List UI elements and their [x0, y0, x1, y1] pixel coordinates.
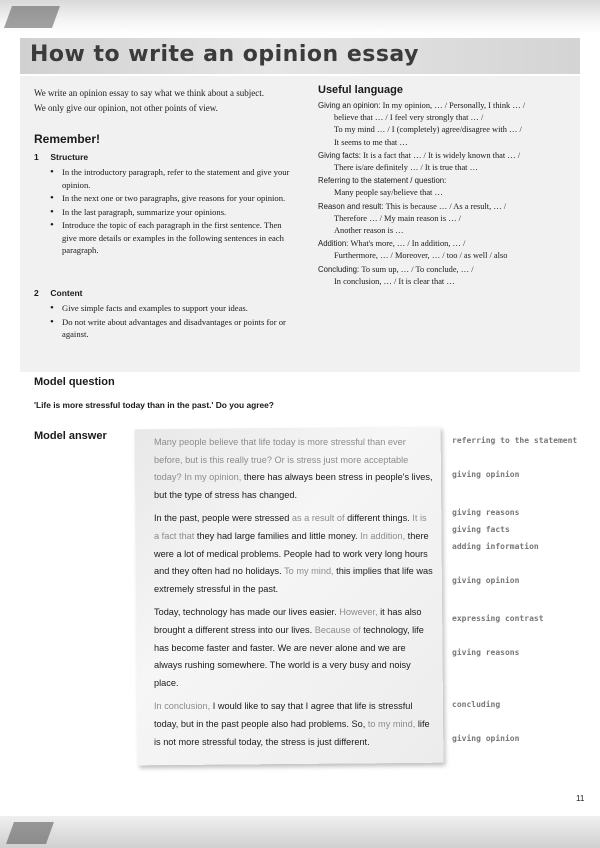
- list-item: • In the next one or two paragraphs, give reasons for your opinion.: [48, 192, 298, 205]
- answer-text: this implies that life was extremely stressful in the past.: [154, 566, 433, 594]
- linking-phrase: To my mind,: [284, 566, 334, 577]
- useful-language-item: [318, 175, 580, 199]
- model-question-text: 'Life is more stressful today than in the past.' Do you agree?: [34, 400, 274, 410]
- list-item: • In the introductory paragraph, refer to the statement and give your opinion.: [48, 166, 298, 191]
- answer-text: there were a lot of medical problems. People had to work very long hours and they often had no holidays.: [154, 530, 429, 577]
- useful-language-phrase: Another reason is …: [334, 226, 404, 236]
- margin-note: referring to the statement: [452, 436, 578, 445]
- list-item: • Introduce the topic of each paragraph in the first sentence. Then give more details or examples in the following sentences in each paragraph.: [48, 219, 298, 257]
- useful-language-label: Reason and result:: [318, 201, 386, 211]
- useful-language-heading: Useful language: [318, 84, 403, 96]
- section-number: 1: [34, 152, 39, 162]
- margin-note: giving reasons: [452, 508, 520, 517]
- linking-phrase: Many people believe that life today is more stressful than ever before, but is this really true? Or is stress just more acceptable today?: [154, 437, 409, 483]
- content-points: [48, 302, 298, 342]
- linking-phrase: In my opinion,: [184, 472, 242, 483]
- section-number: 2: [34, 288, 39, 298]
- useful-language-phrase: In my opinion, … / Personally, I think … /: [382, 101, 526, 110]
- margin-note: giving reasons: [452, 648, 520, 657]
- margin-note: adding information: [452, 542, 539, 551]
- section-title: Structure: [50, 152, 89, 162]
- answer-paragraph: [154, 434, 434, 504]
- answer-paragraph: [154, 510, 434, 598]
- model-answer-text: [154, 434, 434, 757]
- useful-language-list: [318, 100, 580, 289]
- scan-edge-top: [0, 0, 600, 34]
- answer-text: there has always been stress in people's lives, but the type of stress has changed.: [154, 472, 433, 500]
- useful-language-phrase: believe that … / I feel very strongly that … /: [334, 113, 484, 123]
- linking-phrase: However,: [339, 607, 378, 618]
- model-answer-heading: Model answer: [34, 430, 107, 442]
- model-question-heading: Model question: [34, 376, 115, 388]
- useful-language-phrase: Furthermore, … / Moreover, … / too / as well / also: [334, 251, 508, 261]
- answer-text: different things.: [344, 513, 413, 524]
- useful-language-label: Giving facts:: [318, 150, 364, 160]
- answer-text: Today, technology has made our lives easier.: [154, 607, 340, 618]
- margin-note: giving facts: [452, 525, 510, 534]
- section-content-heading: [34, 288, 82, 298]
- list-item: • Give simple facts and examples to support your ideas.: [48, 302, 298, 315]
- useful-language-phrase: Many people say/believe that …: [334, 188, 443, 198]
- useful-language-phrase: To sum up, … / To conclude, … /: [361, 264, 474, 274]
- page-title: How to write an opinion essay: [30, 42, 419, 67]
- remember-heading: Remember!: [34, 132, 101, 146]
- answer-paragraph: [154, 698, 434, 751]
- answer-text: In the past, people were stressed: [154, 513, 292, 524]
- answer-text: technology, life has become faster and faster. We are never alone and we are always rushing somewhere. The world is a very busy and noisy place.: [154, 624, 424, 688]
- intro-line: We write an opinion essay to say what we think about a subject.: [34, 88, 264, 98]
- useful-language-phrase: This is because … / As a result, … /: [385, 201, 507, 211]
- useful-language-label: Referring to the statement / question:: [318, 176, 447, 186]
- list-item: • In the last paragraph, summarize your opinions.: [48, 206, 298, 219]
- margin-note: giving opinion: [452, 576, 520, 585]
- useful-language-item: [318, 238, 580, 262]
- intro-line: We only give our opinion, not other points of view.: [34, 103, 218, 113]
- useful-language-item: [318, 264, 580, 288]
- answer-text: they had large families and little money.: [194, 530, 361, 541]
- linking-phrase: Because of: [314, 624, 361, 635]
- useful-language-phrase: There is/are definitely … / It is true that …: [334, 163, 478, 173]
- margin-note: giving opinion: [452, 734, 520, 743]
- useful-language-phrase: To my mind … / I (completely) agree/disagree with … /: [334, 125, 522, 135]
- answer-text: I would like to say that I agree that life is stressful today, but in the past people also had problems. So,: [154, 701, 413, 729]
- margin-note: concluding: [452, 700, 501, 709]
- useful-language-item: [318, 150, 580, 174]
- section-structure-heading: [34, 152, 88, 162]
- useful-language-item: [318, 201, 580, 238]
- linking-phrase: It is a fact that: [154, 513, 427, 541]
- answer-text: it has also brought a different stress into our lives.: [154, 607, 422, 635]
- linking-phrase: In conclusion,: [154, 701, 211, 712]
- margin-note: expressing contrast: [452, 614, 544, 623]
- scan-edge-bottom: [0, 816, 600, 848]
- useful-language-label: Concluding:: [318, 264, 362, 274]
- useful-language-phrase: In conclusion, … / It is clear that …: [334, 276, 455, 286]
- useful-language-label: Giving an opinion:: [318, 101, 383, 110]
- useful-language-phrase: It is a fact that … / It is widely known that … /: [363, 150, 521, 160]
- answer-text: life is not more stressful today, the stress is just different.: [154, 718, 430, 747]
- margin-note: giving opinion: [452, 470, 520, 479]
- useful-language-phrase: What's more, … / In addition, … /: [350, 239, 466, 249]
- structure-points: [48, 166, 298, 258]
- intro-text: [34, 86, 294, 116]
- linking-phrase: as a result of: [291, 513, 345, 524]
- useful-language-item: [318, 100, 580, 149]
- useful-language-label: Addition:: [318, 239, 351, 249]
- linking-phrase: In addition,: [360, 530, 406, 541]
- answer-paragraph: [154, 604, 434, 692]
- list-item: • Do not write about advantages and disadvantages or points for or against.: [48, 316, 298, 341]
- page-number: 11: [576, 794, 585, 803]
- useful-language-phrase: It seems to me that …: [334, 137, 408, 147]
- section-title: Content: [50, 288, 83, 298]
- linking-phrase: to my mind,: [367, 718, 416, 729]
- useful-language-phrase: Therefore … / My main reason is … /: [334, 213, 461, 223]
